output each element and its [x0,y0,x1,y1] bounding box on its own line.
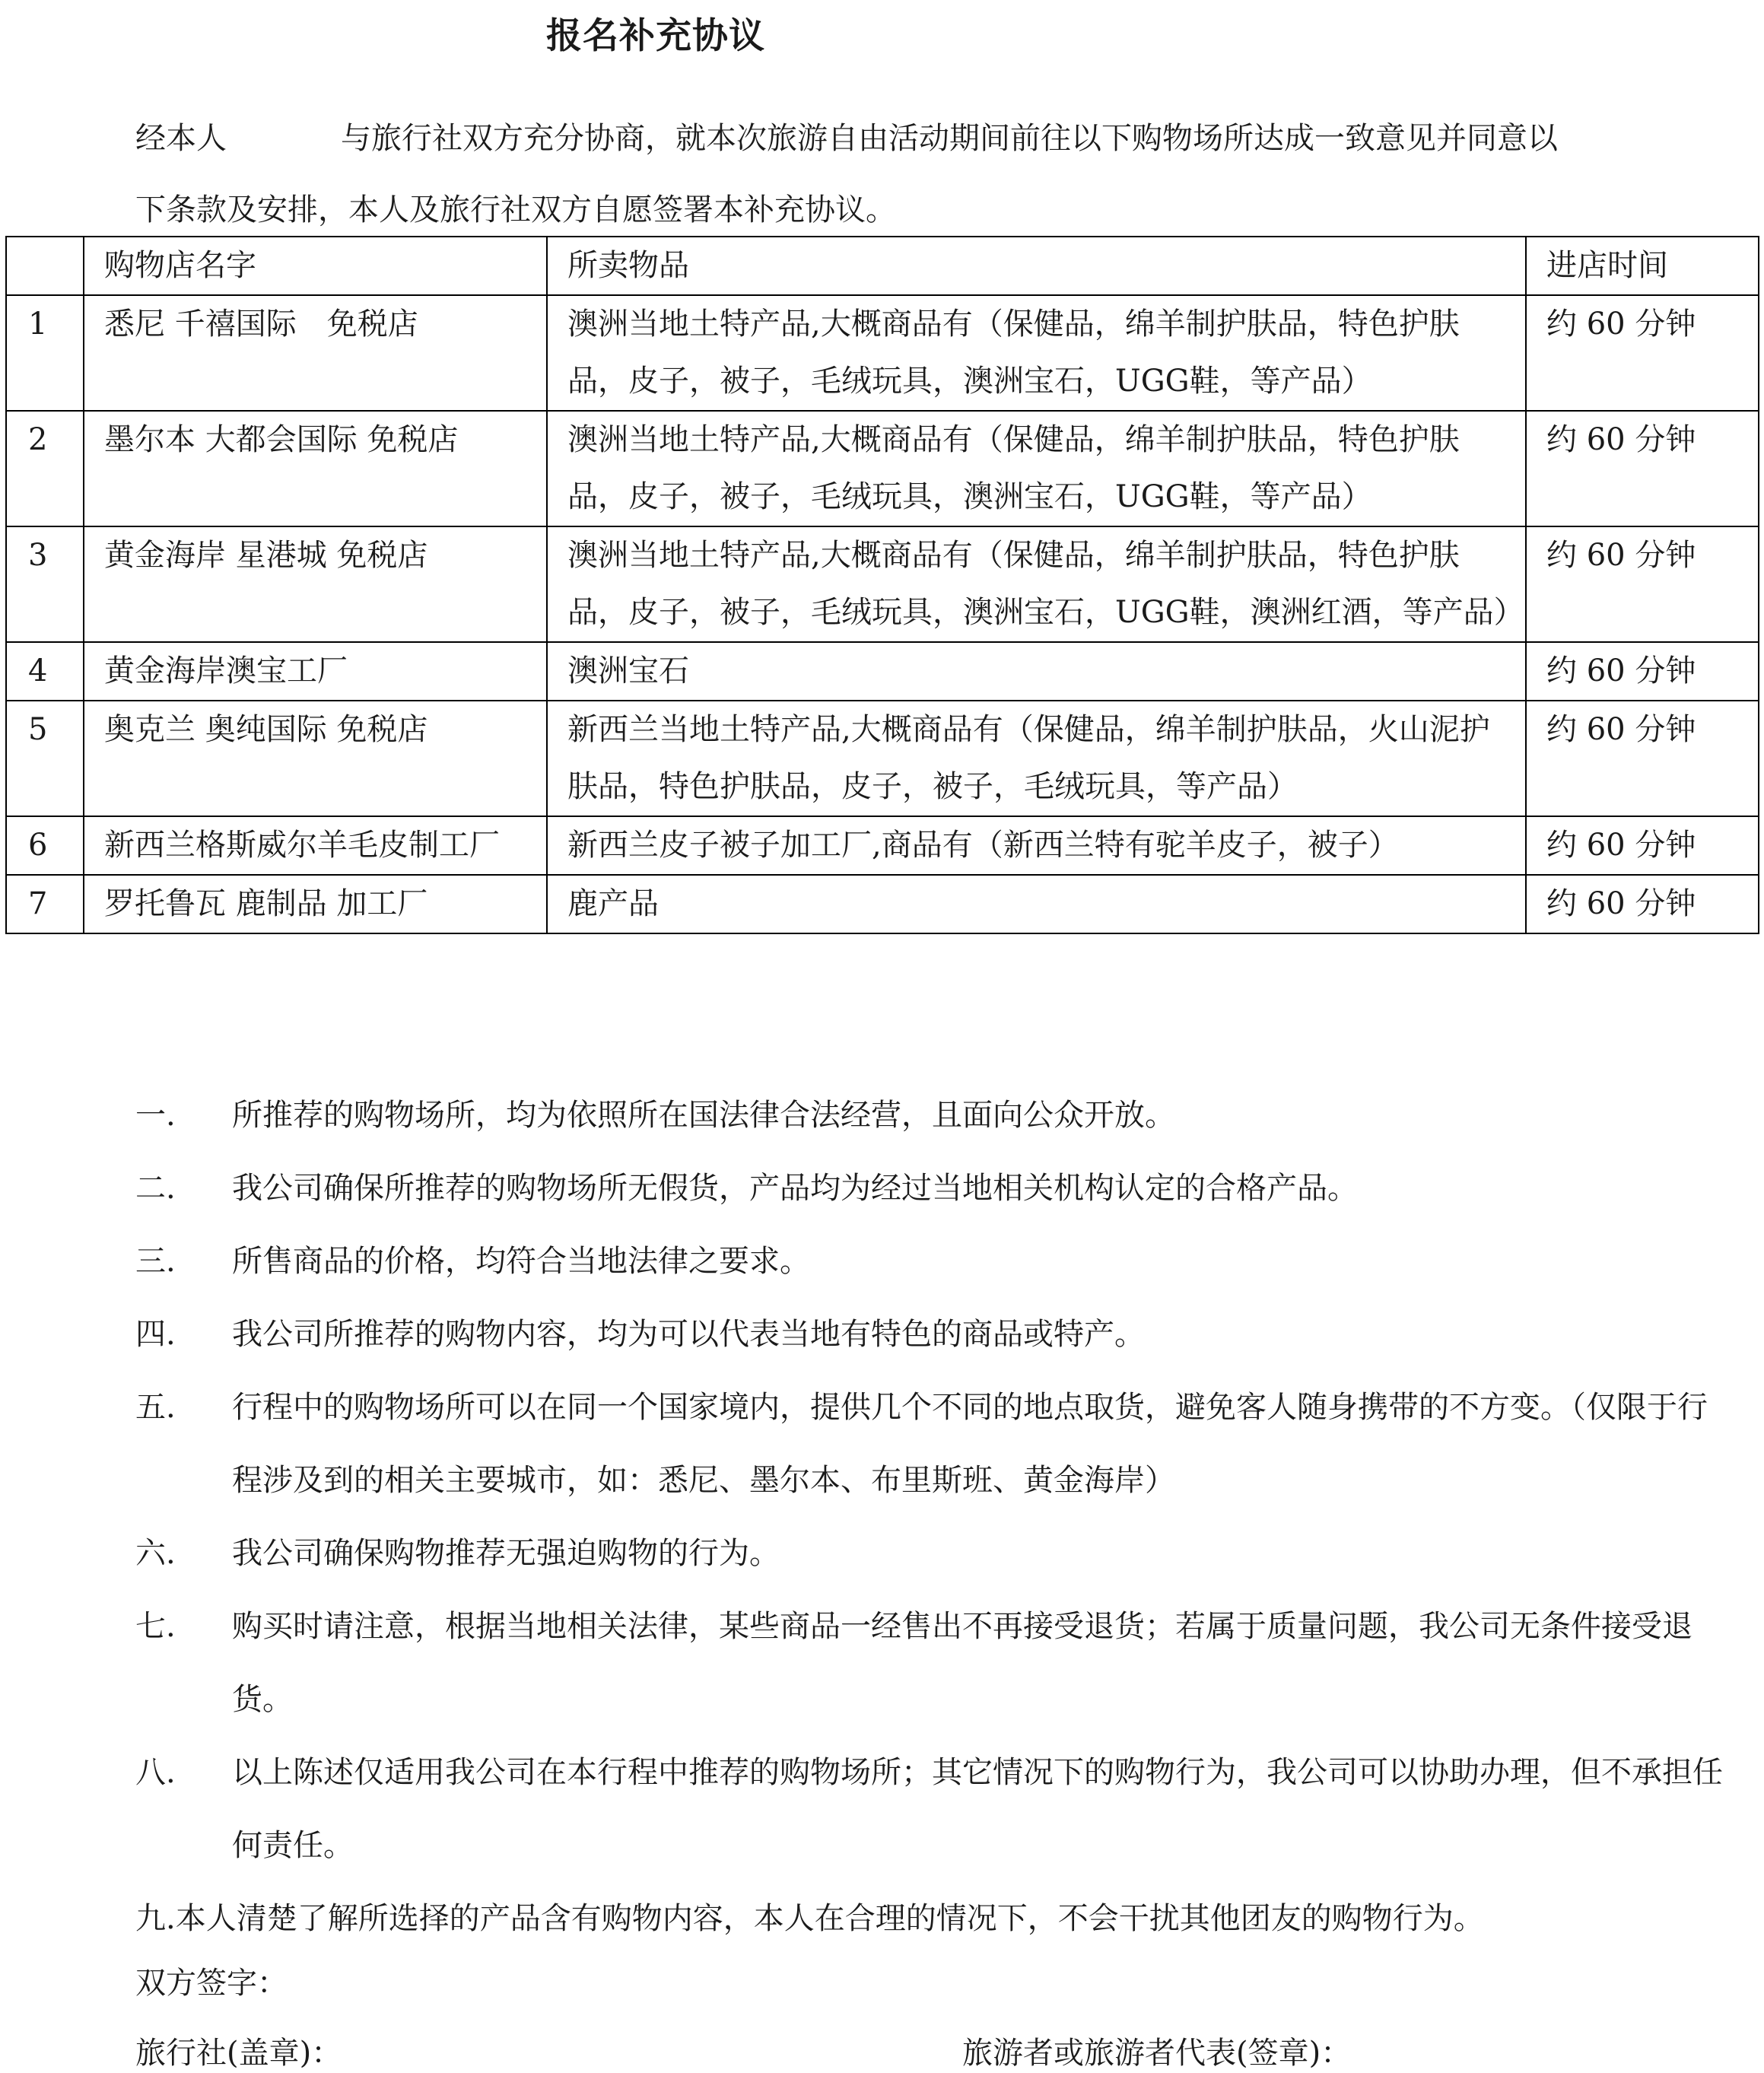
row-num: 5 [6,701,84,816]
row-num: 4 [6,642,84,701]
term-text: 所推荐的购物场所，均为依照所在国法律合法经营，且面向公众开放。 [232,1098,1175,1133]
shopping-table [5,236,1759,934]
term-item [135,1225,1733,1298]
header-items: 所卖物品 [547,237,1526,295]
store-name: 罗托鲁瓦 鹿制品 加工厂 [84,875,547,933]
store-items: 澳洲宝石 [547,642,1526,701]
table-header-row [6,237,1759,295]
term-text: 我公司确保购物推荐无强迫购物的行为。 [232,1536,780,1571]
page-title: 报名补充协议 [546,15,765,57]
term-text: 购买时请注意，根据当地相关法律，某些商品一经售出不再接受退货；若属于质量问题，我公司无条件接受退货。 [232,1609,1692,1717]
visit-time: 约 60 分钟 [1526,295,1759,411]
store-name: 墨尔本 大都会国际 免税店 [84,411,547,526]
visit-time: 约 60 分钟 [1526,875,1759,933]
row-num: 2 [6,411,84,526]
term-item [135,1882,1733,1955]
term-index: 四. [135,1317,176,1352]
term-text: 本人清楚了解所选择的产品含有购物内容，本人在合理的情况下，不会干扰其他团友的购物行为。 [175,1901,1484,1936]
store-items: 澳洲当地土特产品,大概商品有（保健品，绵羊制护肤品，特色护肤品，皮子，被子，毛绒玩具，澳洲宝石，UGG鞋，等产品） [547,411,1526,526]
visit-time: 约 60 分钟 [1526,701,1759,816]
term-index: 三. [135,1244,176,1279]
term-item [135,1736,1733,1882]
terms-list [135,1079,1733,1955]
store-items: 澳洲当地土特产品,大概商品有（保健品，绵羊制护肤品，特色护肤品，皮子，被子，毛绒玩具，澳洲宝石，UGG鞋，等产品） [547,295,1526,411]
table-row [6,816,1759,875]
intro-suffix: 与旅行社双方充分协商，就本次旅游自由活动期间前往以下购物场所达成一致意见并同意以 [341,121,1558,156]
header-num [6,237,84,295]
table-row [6,295,1759,411]
store-items: 澳洲当地土特产品,大概商品有（保健品，绵羊制护肤品，特色护肤品，皮子，被子，毛绒玩具，澳洲宝石，UGG鞋，澳洲红酒，等产品） [547,526,1526,642]
term-index: 五. [135,1390,176,1425]
term-item [135,1517,1733,1590]
table-row [6,642,1759,701]
term-index: 七. [135,1609,176,1644]
intro-line-1 [135,114,1558,157]
store-items: 新西兰皮子被子加工厂,商品有（新西兰特有驼羊皮子，被子） [547,816,1526,875]
term-index: 二. [135,1171,176,1206]
intro-line-2: 下条款及安排，本人及旅行社双方自愿签署本补充协议。 [135,192,896,227]
intro-prefix: 经本人 [135,121,227,156]
row-num: 1 [6,295,84,411]
store-items: 新西兰当地土特产品,大概商品有（保健品，绵羊制护肤品，火山泥护肤品，特色护肤品，皮子，被子，毛绒玩具，等产品） [547,701,1526,816]
table-row [6,701,1759,816]
store-name: 黄金海岸 星港城 免税店 [84,526,547,642]
term-index: 九. [135,1901,176,1936]
term-index: 八. [135,1755,176,1790]
term-index: 六. [135,1536,176,1571]
visit-time: 约 60 分钟 [1526,526,1759,642]
term-text: 我公司确保所推荐的购物场所无假货，产品均为经过当地相关机构认定的合格产品。 [232,1171,1358,1206]
header-time: 进店时间 [1526,237,1759,295]
row-num: 6 [6,816,84,875]
table-row [6,411,1759,526]
agency-seal-label: 旅行社(盖章)： [135,2036,342,2071]
store-name: 新西兰格斯威尔羊毛皮制工厂 [84,816,547,875]
term-index: 一. [135,1098,176,1133]
visit-time: 约 60 分钟 [1526,642,1759,701]
term-item [135,1298,1733,1371]
row-num: 7 [6,875,84,933]
store-name: 奥克兰 奥纯国际 免税店 [84,701,547,816]
term-text: 以上陈述仅适用我公司在本行程中推荐的购物场所；其它情况下的购物行为，我公司可以协助办理，但不承担任何责任。 [232,1755,1723,1863]
row-num: 3 [6,526,84,642]
term-item [135,1152,1733,1225]
traveler-sign-label: 旅游者或旅游者代表(签章)： [962,2036,1352,2071]
header-store-name: 购物店名字 [84,237,547,295]
term-item [135,1371,1733,1517]
store-name: 悉尼 千禧国际 免税店 [84,295,547,411]
term-text: 行程中的购物场所可以在同一个国家境内，提供几个不同的地点取货，避免客人随身携带的不方变。（仅限于行程涉及到的相关主要城市，如：悉尼、墨尔本、布里斯班、黄金海岸） [232,1390,1708,1498]
store-items: 鹿产品 [547,875,1526,933]
store-name: 黄金海岸澳宝工厂 [84,642,547,701]
both-parties-sign-label: 双方签字： [135,1966,288,2001]
table-row [6,526,1759,642]
term-text: 所售商品的价格，均符合当地法律之要求。 [232,1244,810,1279]
visit-time: 约 60 分钟 [1526,816,1759,875]
table-row [6,875,1759,933]
visit-time: 约 60 分钟 [1526,411,1759,526]
term-text: 我公司所推荐的购物内容，均为可以代表当地有特色的商品或特产。 [232,1317,1145,1352]
term-item [135,1079,1733,1152]
term-item [135,1590,1733,1736]
